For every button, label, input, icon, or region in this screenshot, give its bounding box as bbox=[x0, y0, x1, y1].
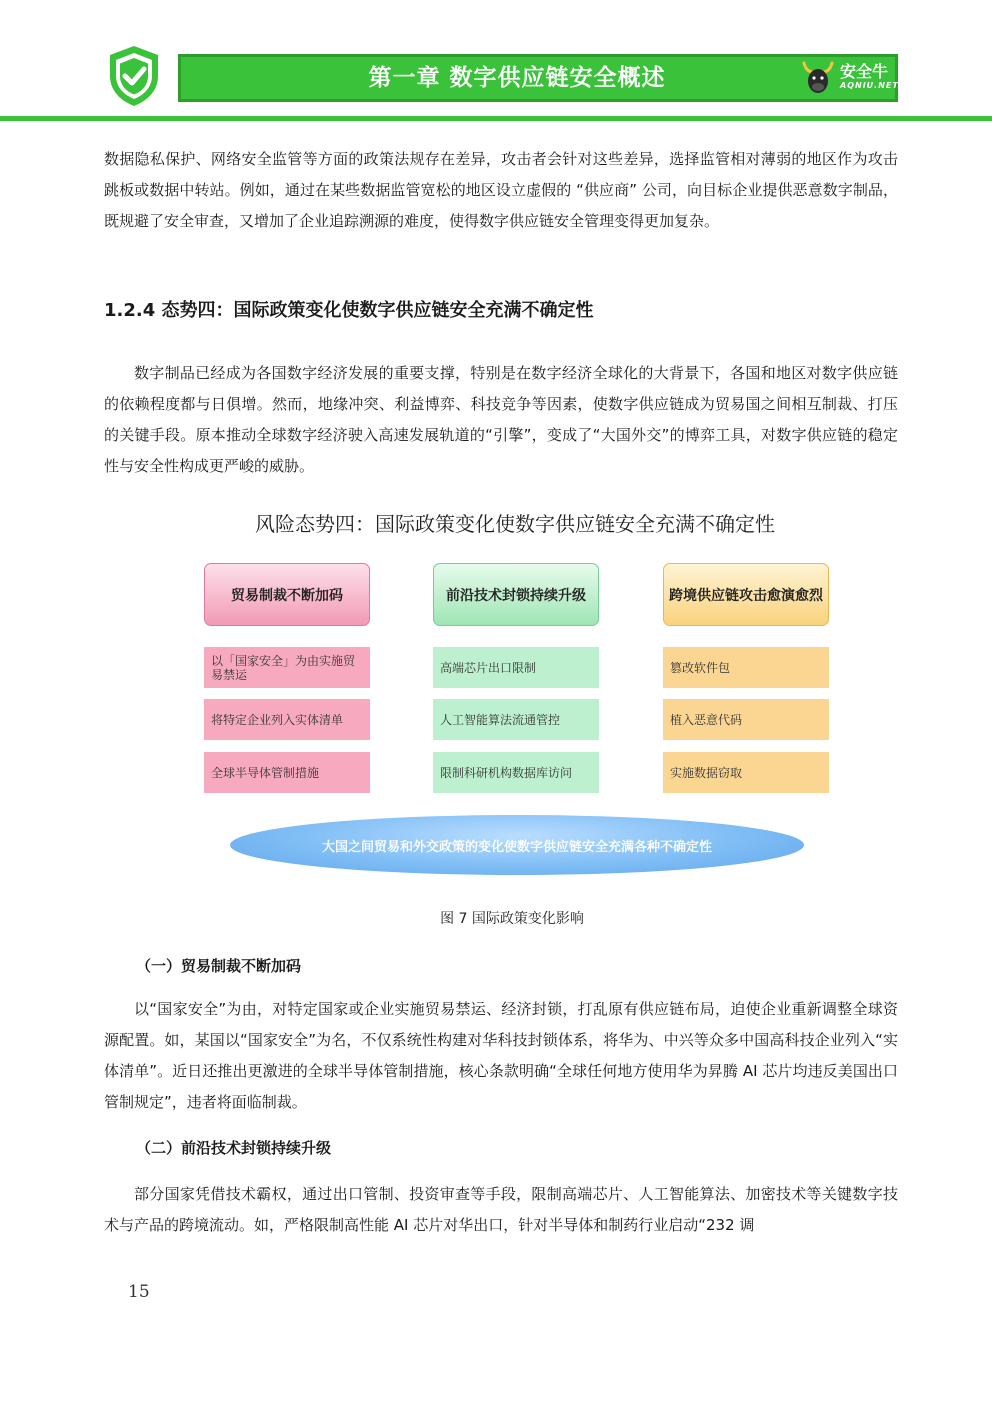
diagram-item: 人工智能算法流通管控 bbox=[433, 699, 599, 740]
logo-subtitle: AQNIU.NET bbox=[840, 81, 899, 90]
subsection-heading: （二）前沿技术封锁持续升级 bbox=[136, 1139, 332, 1157]
header-divider bbox=[0, 116, 992, 121]
section-heading: 1.2.4 态势四：国际政策变化使数字供应链安全充满不确定性 bbox=[104, 300, 594, 321]
column-header-trade-sanctions: 贸易制裁不断加码 bbox=[204, 563, 370, 626]
diagram-item: 高端芯片出口限制 bbox=[433, 647, 599, 688]
diagram-item: 实施数据窃取 bbox=[663, 752, 829, 793]
subsection-paragraph: 部分国家凭借技术霸权，通过出口管制、投资审查等手段，限制高端芯片、人工智能算法、加密技术等关键数字技术与产品的跨境流动。如，严格限制高性能 AI 芯片对华出口，针对半导体和制药行业启动“232 调 bbox=[104, 1185, 898, 1234]
column-header-tech-blockade: 前沿技术封锁持续升级 bbox=[433, 563, 599, 626]
diagram-summary: 大国之间贸易和外交政策的变化使数字供应链安全充满各种不确定性 bbox=[230, 815, 804, 875]
subsection-heading: （一）贸易制裁不断加码 bbox=[136, 957, 302, 975]
chapter-title-bar bbox=[178, 54, 898, 102]
diagram-item: 将特定企业列入实体清单 bbox=[204, 699, 370, 740]
page-number: 15 bbox=[128, 1282, 150, 1302]
shield-check-icon bbox=[106, 44, 162, 108]
chapter-title: 第一章 数字供应链安全概述 bbox=[368, 65, 666, 91]
diagram-item: 全球半导体管制措施 bbox=[204, 752, 370, 793]
column-header-cross-border-attacks: 跨境供应链攻击愈演愈烈 bbox=[663, 563, 829, 626]
diagram-item: 植入恶意代码 bbox=[663, 699, 829, 740]
section-paragraph: 数字制品已经成为各国数字经济发展的重要支撑，特别是在数字经济全球化的大背景下，各国和地区对数字供应链的依赖程度都与日俱增。然而，地缘冲突、利益博弈、科技竞争等因素，使数字供应链成为贸易国之间相互制裁、打压的关键手段。原本推动全球数字经济驶入高速发展轨道的“引擎”，变成了“大国外交”的博弈工具，对数字供应链的稳定性与安全性构成更严峻的威胁。 bbox=[104, 364, 898, 475]
diagram-item: 篡改软件包 bbox=[663, 647, 829, 688]
diagram-item: 限制科研机构数据库访问 bbox=[433, 752, 599, 793]
diagram-title: 风险态势四：国际政策变化使数字供应链安全充满不确定性 bbox=[255, 512, 775, 536]
diagram-item: 以「国家安全」为由实施贸易禁运 bbox=[204, 647, 370, 688]
intro-paragraph: 数据隐私保护、网络安全监管等方面的政策法规存在差异，攻击者会针对这些差异，选择监管相对薄弱的地区作为攻击跳板或数据中转站。例如，通过在某些数据监管宽松的地区设立虚假的 “供应商” 公司，向目标企业提供恶意数字制品，既规避了安全审查，又增加了企业追踪溯源的难度，使得数字供应链安全管理变得更加复杂。 bbox=[104, 150, 898, 230]
figure-caption: 图 7 国际政策变化影响 bbox=[440, 911, 584, 927]
bull-mascot-icon bbox=[798, 57, 838, 97]
logo-name: 安全牛 bbox=[840, 62, 889, 81]
brand-logo bbox=[798, 55, 899, 99]
subsection-paragraph: 以“国家安全”为由，对特定国家或企业实施贸易禁运、经济封锁，打乱原有供应链布局，迫使企业重新调整全球资源配置。如，某国以“国家安全”为名，不仅系统性构建对华科技封锁体系，将华为、中兴等众多中国高科技企业列入“实体清单”。近日还推出更激进的全球半导体管制措施，核心条款明确“全球任何地方使用华为昇腾 AI 芯片均违反美国出口管制规定”，违者将面临制裁。 bbox=[104, 1000, 898, 1111]
